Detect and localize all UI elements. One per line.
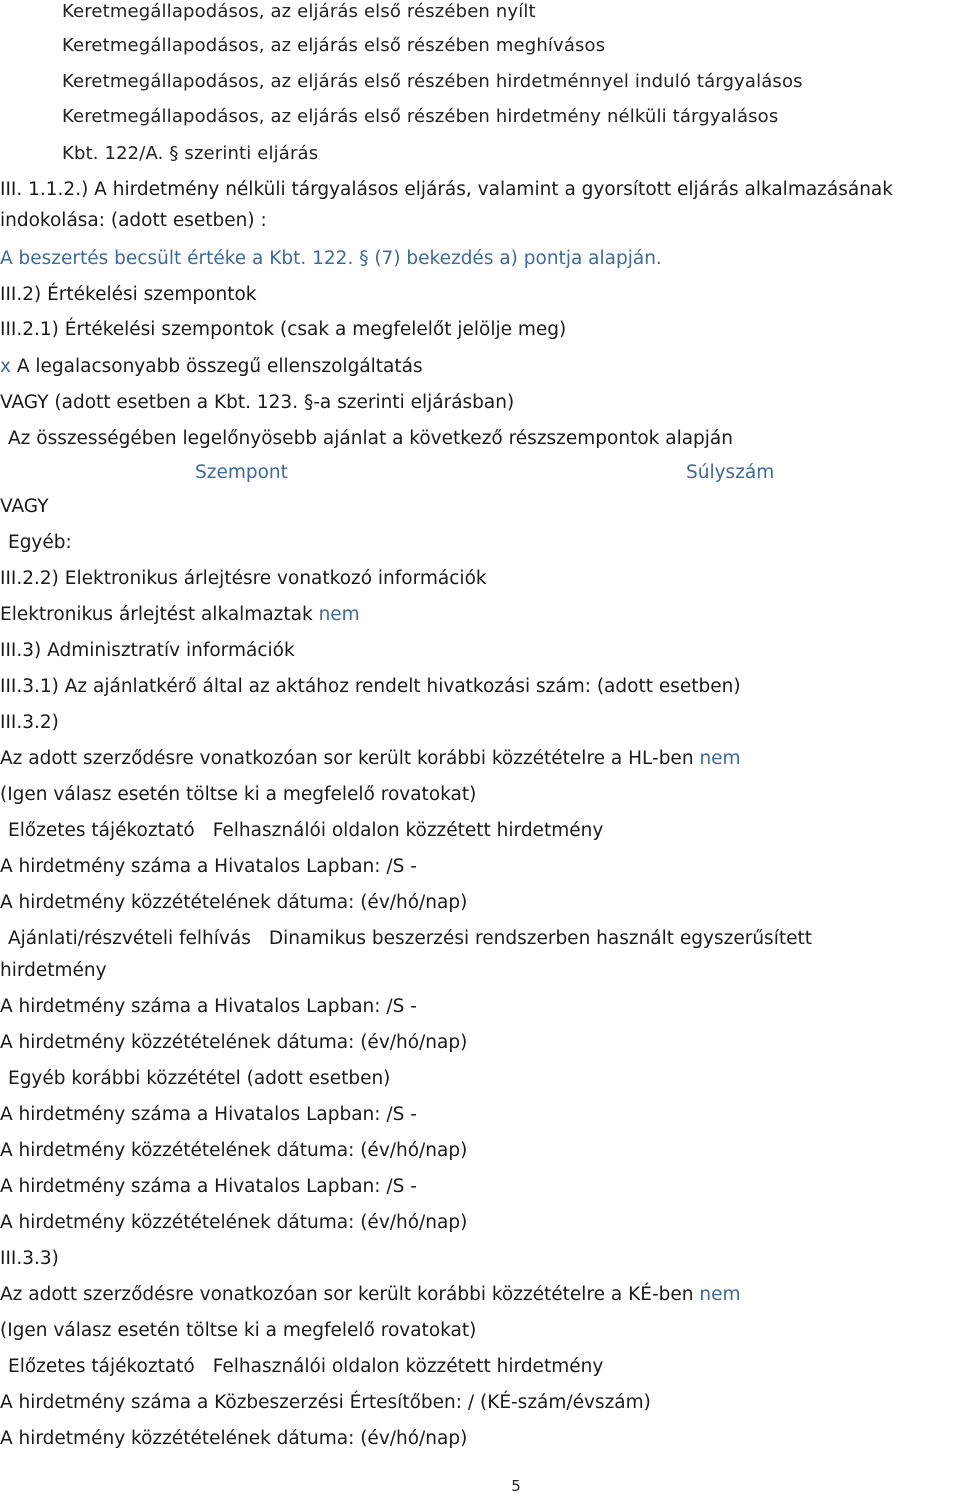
oj-publication-row <box>0 747 741 771</box>
fill-note: (Igen válasz esetén töltse ki a megfelelő rovatokat) <box>0 1320 477 1341</box>
column-criterion: Szempont <box>195 462 288 483</box>
lowest-price-row <box>0 355 423 379</box>
e-auction-row <box>0 603 360 627</box>
ojs-number-line: A hirdetmény száma a Hivatalos Lapban: /S - <box>0 1104 417 1125</box>
pub-date-line: A hirdetmény közzétételének dátuma: (év/hó/nap) <box>0 1212 468 1233</box>
pub-date-line: A hirdetmény közzétételének dátuma: (év/hó/nap) <box>0 892 468 913</box>
section-heading-332: III.3.2) <box>0 712 59 733</box>
procedure-option <box>48 34 605 58</box>
procedure-option <box>48 70 803 94</box>
other-publication-label: Egyéb korábbi közzététel (adott esetben) <box>8 1068 391 1089</box>
oj-publication-answer: nem <box>699 748 741 769</box>
prior-info-row <box>8 1355 603 1379</box>
ke-publication-row <box>0 1283 741 1307</box>
procedure-option <box>48 0 536 24</box>
dps-notice-label: Dinamikus beszerzési rendszerben használt egyszerűsített <box>268 928 812 949</box>
ojs-number-line: A hirdetmény száma a Hivatalos Lapban: /S - <box>0 1176 417 1197</box>
column-weight: Súlyszám <box>686 462 775 483</box>
procedure-option <box>48 142 318 166</box>
section-heading-32: III.2) Értékelési szempontok <box>0 284 257 305</box>
procedure-option <box>48 105 778 129</box>
ke-publication-question: Az adott szerződésre vonatkozóan sor került korábbi közzétételre a KÉ-ben <box>0 1284 694 1305</box>
or-line: VAGY (adott esetben a Kbt. 123. §-a szerinti eljárásban) <box>0 392 515 413</box>
fill-note: (Igen válasz esetén töltse ki a megfelelő rovatokat) <box>0 784 477 805</box>
option-label: Keretmegállapodásos, az eljárás első részében nyílt <box>62 1 536 22</box>
section-heading-3112-cont: indokolása: (adott esetben) : <box>0 210 267 231</box>
option-label: Keretmegállapodásos, az eljárás első részében hirdetmény nélküli tárgyalásos <box>62 106 779 127</box>
pub-date-line: A hirdetmény közzétételének dátuma: (év/hó/nap) <box>0 1428 468 1449</box>
call-for-tender-row <box>8 927 812 951</box>
pub-date-line: A hirdetmény közzétételének dátuma: (év/hó/nap) <box>0 1140 468 1161</box>
oj-publication-question: Az adott szerződésre vonatkozóan sor került korábbi közzétételre a HL-ben <box>0 748 694 769</box>
section-heading-3112: III. 1.1.2.) A hirdetmény nélküli tárgyalásos eljárás, valamint a gyorsított eljárás alkalmazásának <box>0 179 893 200</box>
prior-info-label: Előzetes tájékoztató <box>8 820 195 841</box>
buyer-profile-label: Felhasználói oldalon közzétett hirdetmény <box>212 820 604 841</box>
best-value-label: Az összességében legelőnyösebb ajánlat a következő részszempontok alapján <box>8 428 733 449</box>
option-label: Keretmegállapodásos, az eljárás első részében meghívásos <box>62 35 606 56</box>
page-number: 5 <box>511 1477 521 1495</box>
section-heading-322: III.2.2) Elektronikus árlejtésre vonatkozó információk <box>0 568 487 589</box>
section-heading-321: III.2.1) Értékelési szempontok (csak a megfelelőt jelölje meg) <box>0 319 567 340</box>
other-label: Egyéb: <box>8 532 72 553</box>
section-heading-333: III.3.3) <box>0 1248 59 1269</box>
ke-number-line: A hirdetmény száma a Közbeszerzési Értesítőben: / (KÉ-szám/évszám) <box>0 1392 651 1413</box>
prior-info-row <box>8 819 603 843</box>
pub-date-line: A hirdetmény közzétételének dátuma: (év/hó/nap) <box>0 1032 468 1053</box>
lowest-price-label: A legalacsonyabb összegű ellenszolgáltatás <box>16 356 423 377</box>
or-label: VAGY <box>0 496 49 517</box>
justification-answer: A beszertés becsült értéke a Kbt. 122. § (7) bekezdés a) pontja alapján. <box>0 248 662 269</box>
call-for-tender-label: Ajánlati/részvételi felhívás <box>8 928 251 949</box>
option-label: Kbt. 122/A. § szerinti eljárás <box>62 143 319 164</box>
option-label: Keretmegállapodásos, az eljárás első részében hirdetménnyel induló tárgyalásos <box>62 71 803 92</box>
ojs-number-line: A hirdetmény száma a Hivatalos Lapban: /S - <box>0 996 417 1017</box>
dps-notice-cont: hirdetmény <box>0 960 107 981</box>
ke-publication-answer: nem <box>699 1284 741 1305</box>
selected-mark: x <box>0 356 11 377</box>
section-heading-33: III.3) Adminisztratív információk <box>0 640 295 661</box>
prior-info-label: Előzetes tájékoztató <box>8 1356 195 1377</box>
buyer-profile-label: Felhasználói oldalon közzétett hirdetmény <box>212 1356 604 1377</box>
reference-number-line: III.3.1) Az ajánlatkérő által az aktához rendelt hivatkozási szám: (adott esetben) <box>0 676 741 697</box>
e-auction-answer: nem <box>318 604 360 625</box>
e-auction-question: Elektronikus árlejtést alkalmaztak <box>0 604 313 625</box>
ojs-number-line: A hirdetmény száma a Hivatalos Lapban: /S - <box>0 856 417 877</box>
